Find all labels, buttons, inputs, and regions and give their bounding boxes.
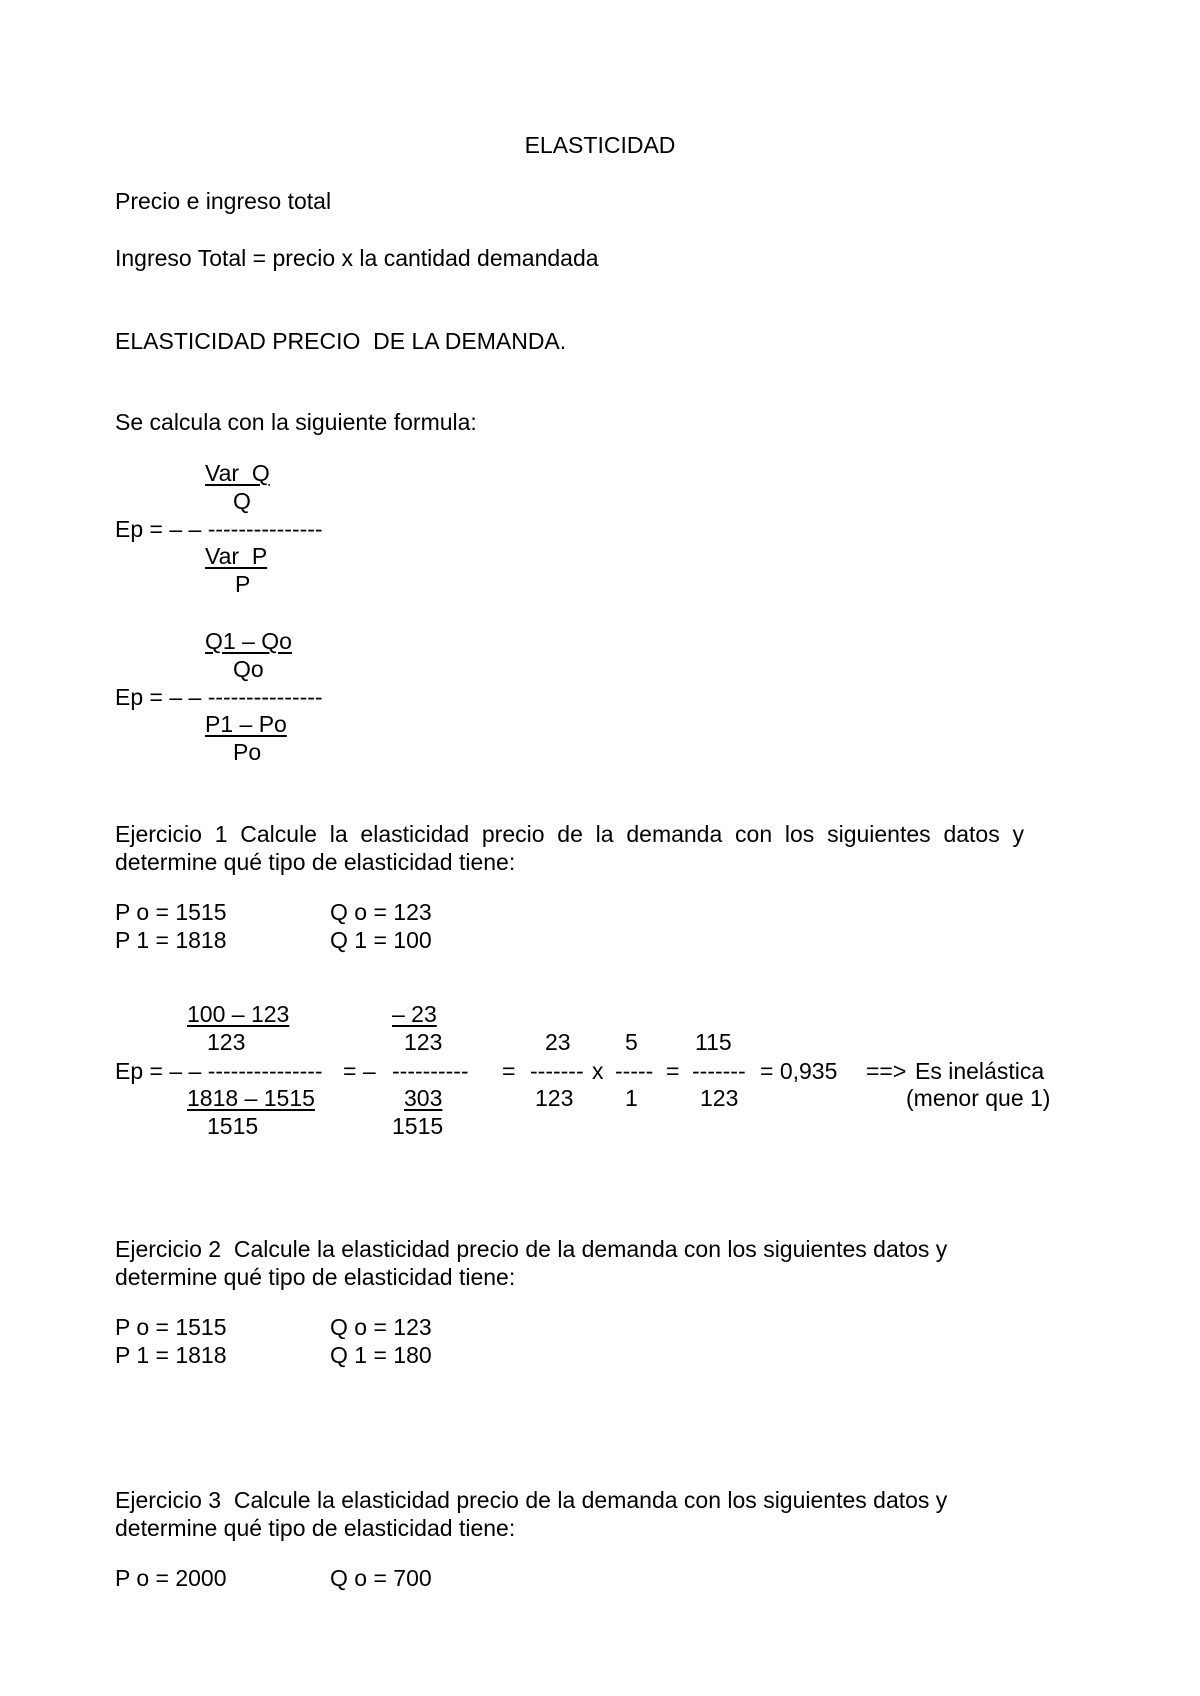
calc-arrow: ==> bbox=[866, 1058, 907, 1084]
calc-eq2: = bbox=[502, 1058, 516, 1084]
formula1-den-top: Var P bbox=[205, 543, 268, 569]
calc-c-top: 23 bbox=[545, 1029, 571, 1055]
calc-b-num-bottom: 123 bbox=[404, 1029, 443, 1055]
intro-text: Se calcula con la siguiente formula: bbox=[115, 409, 477, 435]
calc-d-top: 5 bbox=[625, 1029, 638, 1055]
ingreso-total-formula: Ingreso Total = precio x la cantidad demandada bbox=[115, 245, 599, 271]
ejercicio3-line1: Ejercicio 3 Calcule la elasticidad precio de la demanda con los siguientes datos y bbox=[115, 1487, 948, 1513]
formula2-den-bottom: Po bbox=[233, 739, 262, 765]
calc-b-den-top: 303 bbox=[404, 1085, 443, 1111]
calc-d-bottom: 1 bbox=[625, 1085, 638, 1111]
ejercicio3-p0: P o = 2000 bbox=[115, 1565, 227, 1591]
ejercicio1-p0: P o = 1515 bbox=[115, 899, 227, 925]
formula2-num-top: Q1 – Qo bbox=[205, 628, 292, 654]
calc-e-bottom: 123 bbox=[700, 1085, 739, 1111]
ejercicio1-line1: Ejercicio 1 Calcule la elasticidad precio de la demanda con los siguientes datos y bbox=[115, 821, 1024, 847]
formula1-den-bottom: P bbox=[235, 571, 251, 597]
calc-conclusion: Es inelástica bbox=[915, 1058, 1045, 1084]
ejercicio3-q0: Q o = 700 bbox=[330, 1565, 432, 1591]
ejercicio2-q0: Q o = 123 bbox=[330, 1314, 432, 1340]
formula2-num-bottom: Qo bbox=[233, 656, 264, 682]
formula2-lhs: Ep = – – --------------- bbox=[115, 684, 323, 710]
section-heading-elasticidad: ELASTICIDAD PRECIO DE LA DEMANDA. bbox=[115, 328, 567, 354]
calc-a-num-top: 100 – 123 bbox=[187, 1001, 290, 1027]
formula1-num-top: Var Q bbox=[205, 460, 270, 486]
ejercicio2-p0: P o = 1515 bbox=[115, 1314, 227, 1340]
ejercicio3-line2: determine qué tipo de elasticidad tiene: bbox=[115, 1515, 516, 1541]
ejercicio1-p1: P 1 = 1818 bbox=[115, 927, 227, 953]
calc-b-den-bottom: 1515 bbox=[392, 1113, 444, 1139]
ejercicio1-q1: Q 1 = 100 bbox=[330, 927, 432, 953]
calc-c-line: ------- bbox=[530, 1058, 584, 1084]
calc-eq3: = bbox=[666, 1058, 680, 1084]
formula2-den-top: P1 – Po bbox=[205, 711, 287, 737]
calc-b-num-top: – 23 bbox=[392, 1001, 437, 1027]
ejercicio2-line1: Ejercicio 2 Calcule la elasticidad precio de la demanda con los siguientes datos y bbox=[115, 1236, 948, 1262]
formula1-num-bottom: Q bbox=[233, 488, 251, 514]
calc-e-top: 115 bbox=[695, 1029, 732, 1055]
calc-a-num-bottom: 123 bbox=[207, 1029, 246, 1055]
calc-conclusion-note: (menor que 1) bbox=[906, 1085, 1051, 1111]
calc-a-den-bottom: 1515 bbox=[207, 1113, 259, 1139]
calc-times: x bbox=[592, 1058, 604, 1084]
ejercicio1-line2: determine qué tipo de elasticidad tiene: bbox=[115, 849, 516, 875]
calc-result: = 0,935 bbox=[760, 1058, 838, 1084]
page-title: ELASTICIDAD bbox=[524, 132, 676, 158]
calc-e-line: ------- bbox=[692, 1058, 746, 1084]
calc-c-bottom: 123 bbox=[535, 1085, 574, 1111]
calc-lhs: Ep = – – --------------- bbox=[115, 1058, 323, 1084]
ejercicio2-p1: P 1 = 1818 bbox=[115, 1342, 227, 1368]
calc-b-line: ---------- bbox=[392, 1058, 469, 1084]
calc-a-den-top: 1818 – 1515 bbox=[187, 1085, 315, 1111]
ejercicio2-line2: determine qué tipo de elasticidad tiene: bbox=[115, 1264, 516, 1290]
calc-d-line: ----- bbox=[615, 1058, 654, 1084]
ejercicio2-q1: Q 1 = 180 bbox=[330, 1342, 432, 1368]
calc-eq1: = – bbox=[343, 1058, 376, 1084]
formula1-lhs: Ep = – – --------------- bbox=[115, 516, 323, 542]
section-heading-precio: Precio e ingreso total bbox=[115, 188, 332, 214]
ejercicio1-q0: Q o = 123 bbox=[330, 899, 432, 925]
